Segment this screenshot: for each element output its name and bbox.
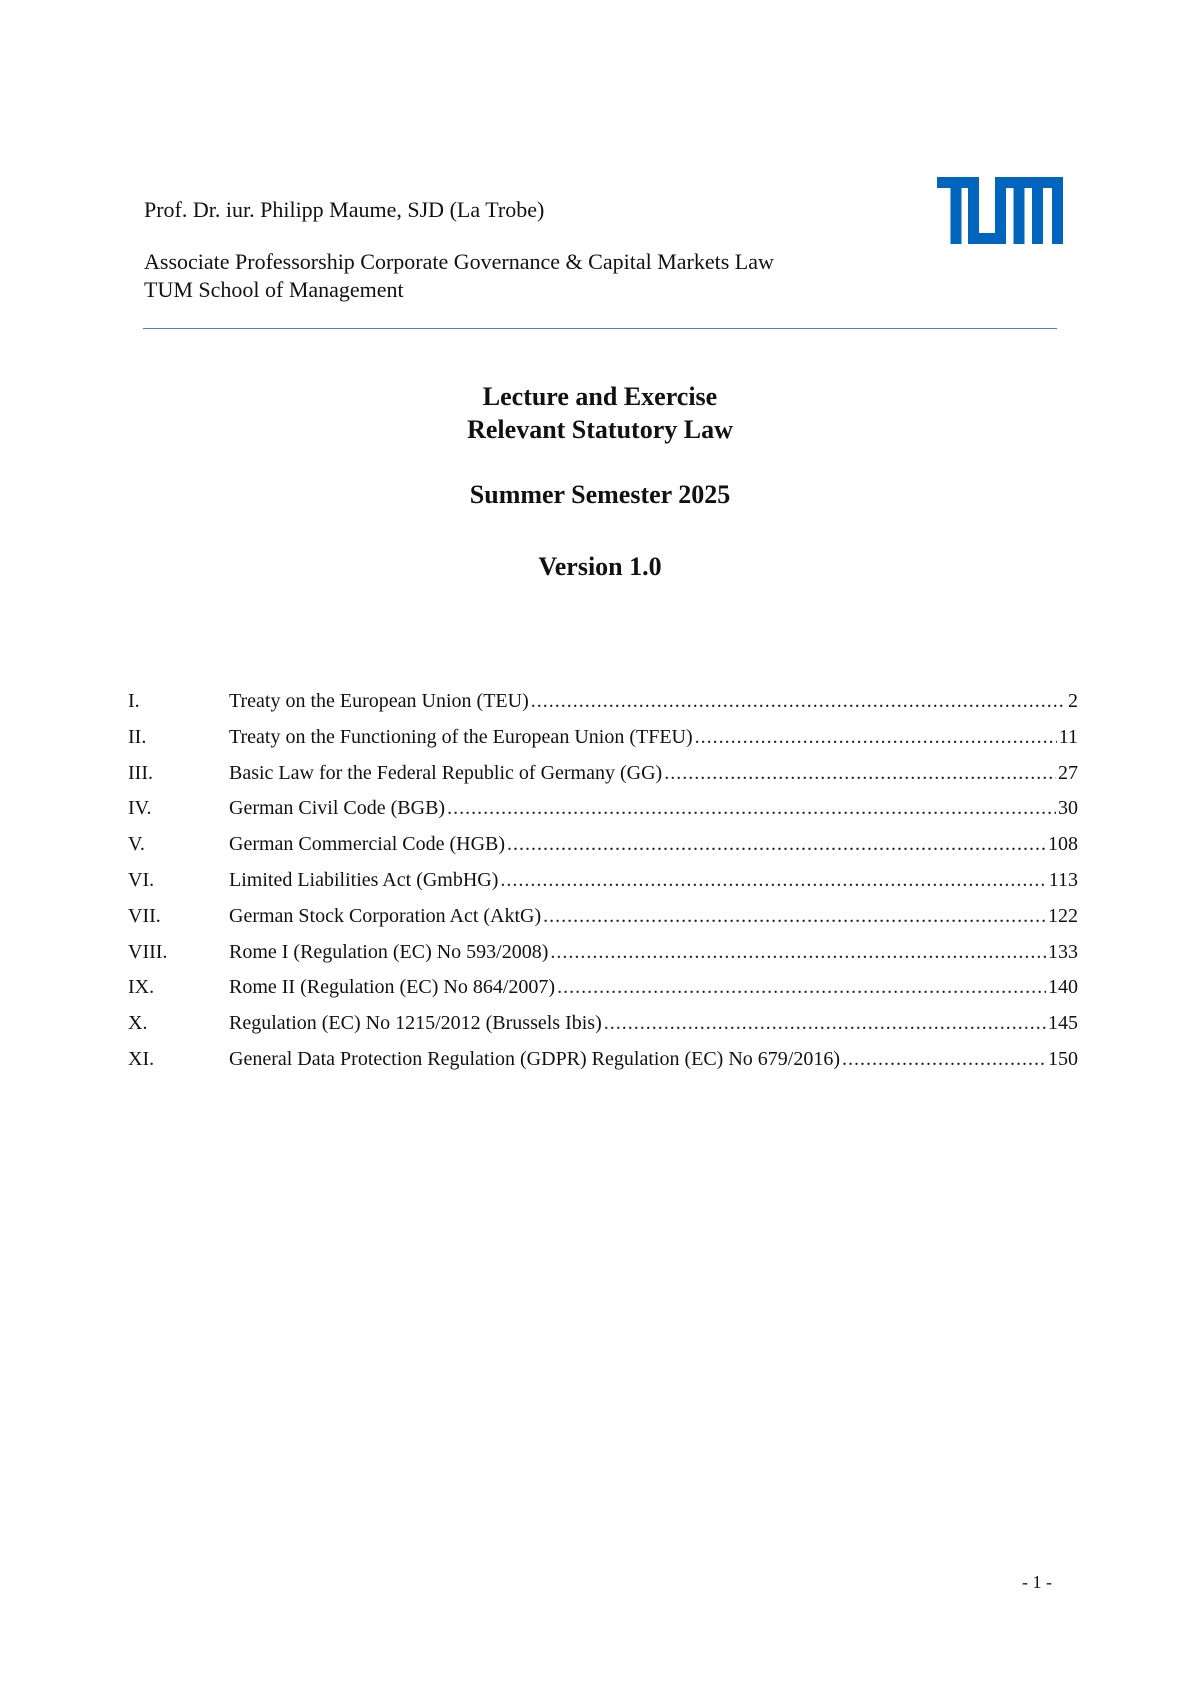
toc-dot-leader [447,796,1056,820]
semester-heading [0,478,1200,511]
toc-entry-title: Basic Law for the Federal Republic of Germany (GG) [229,761,663,784]
toc-dot-leader [664,761,1056,785]
toc-entry-page: 122 [1048,904,1078,927]
title-line-1: Lecture and Exercise [482,382,718,411]
toc-entry-number: II. [128,725,147,748]
header-divider [143,328,1057,329]
version-label: Version 1.0 [538,552,662,581]
toc-dot-leader [500,868,1046,892]
toc-entry[interactable] [128,796,1078,832]
toc-entry-page: 11 [1058,725,1078,748]
toc-entry-number: XI. [128,1047,155,1070]
toc-entry-number: VII. [128,904,161,927]
author-name: Prof. Dr. iur. Philipp Maume, SJD (La Trobe) [144,197,545,222]
toc-entry-number: I. [128,690,140,712]
toc-entry-title: Rome II (Regulation (EC) No 864/2007) [229,976,556,999]
toc-entry[interactable] [128,761,1078,797]
toc-entry-number: III. [128,761,153,784]
toc-entry-page: 30 [1058,797,1078,820]
toc-entry-number: V. [128,833,145,856]
toc-entry-page: 145 [1048,1012,1078,1035]
toc-entry-number: IX. [128,976,155,999]
toc-dot-leader [507,832,1046,856]
toc-entry[interactable] [128,868,1078,904]
table-of-contents [128,689,1078,1083]
toc-entry-page: 108 [1048,833,1078,856]
toc-entry-number: VI. [128,868,155,891]
toc-dot-leader [695,725,1057,749]
page-number: - 1 - [1022,1572,1052,1592]
toc-entry-title: General Data Protection Regulation (GDPR) Regulation (EC) No 679/2016) [229,1047,840,1070]
toc-entry[interactable] [128,975,1078,1011]
toc-entry-number: X. [128,1012,148,1035]
title-line-2: Relevant Statutory Law [467,415,733,444]
toc-entry-page: 2 [1068,690,1078,712]
toc-entry-number: IV. [128,797,152,820]
affiliation-chair: Associate Professorship Corporate Governance & Capital Markets Law [144,249,774,274]
toc-entry[interactable] [128,689,1078,725]
toc-entry[interactable] [128,940,1078,976]
toc-entry-title: Treaty on the Functioning of the European Union (TFEU) [229,725,693,748]
toc-dot-leader [543,904,1046,928]
toc-entry-number: VIII. [128,940,168,963]
toc-entry-page: 140 [1048,976,1078,999]
toc-entry-title: Regulation (EC) No 1215/2012 (Brussels Ibis) [229,1012,602,1035]
semester-label: Summer Semester 2025 [469,480,731,509]
toc-dot-leader [531,689,1066,713]
toc-entry-page: 113 [1048,868,1078,891]
toc-entry[interactable] [128,725,1078,761]
toc-entry-page: 150 [1048,1047,1078,1070]
toc-entry-title: German Commercial Code (HGB) [229,833,506,856]
toc-entry-page: 133 [1048,940,1078,963]
toc-entry-title: German Civil Code (BGB) [229,797,446,820]
toc-dot-leader [842,1047,1046,1071]
toc-entry[interactable] [128,904,1078,940]
toc-dot-leader [557,975,1046,999]
toc-entry[interactable] [128,832,1078,868]
tum-logo [937,177,1063,244]
affiliation-school: TUM School of Management [144,277,404,302]
toc-entry[interactable] [128,1047,1078,1083]
toc-entry-title: Limited Liabilities Act (GmbHG) [229,868,499,891]
toc-entry-page: 27 [1058,761,1078,784]
toc-dot-leader [550,940,1046,964]
toc-entry[interactable] [128,1011,1078,1047]
document-header [144,196,774,304]
version-heading [0,550,1200,583]
toc-entry-title: Rome I (Regulation (EC) No 593/2008) [229,940,549,963]
toc-entry-title: German Stock Corporation Act (AktG) [229,904,542,927]
title-block [0,380,1200,446]
toc-entry-title: Treaty on the European Union (TEU) [229,690,529,712]
toc-dot-leader [604,1011,1046,1035]
